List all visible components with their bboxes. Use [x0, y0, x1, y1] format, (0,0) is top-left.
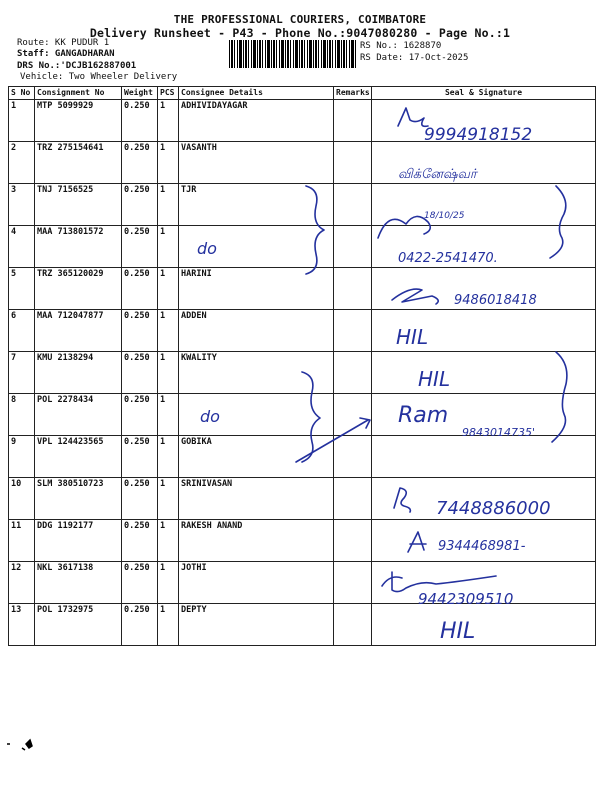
cell-signature [372, 142, 596, 184]
cell-consignment: MAA 713801572 [35, 226, 122, 268]
table-row [9, 268, 596, 310]
cell-consignee: GOBIKA [179, 436, 334, 478]
cell-weight: 0.250 [122, 520, 158, 562]
table-row [9, 352, 596, 394]
cell-pcs: 1 [158, 604, 179, 646]
cell-signature [372, 310, 596, 352]
table-row [9, 184, 596, 226]
cell-pcs: 1 [158, 310, 179, 352]
cell-consignee: ADDEN [179, 310, 334, 352]
cell-signature [372, 226, 596, 268]
cell-sno: 3 [9, 184, 35, 226]
cell-pcs: 1 [158, 142, 179, 184]
cell-consignment: DDG 1192177 [35, 520, 122, 562]
cell-sno: 8 [9, 394, 35, 436]
cell-consignment: TRZ 365120029 [35, 268, 122, 310]
col-consignment: Consignment No [35, 87, 122, 100]
cell-consignee: ADHIVIDAYAGAR [179, 100, 334, 142]
cell-consignment: KMU 2138294 [35, 352, 122, 394]
cell-weight: 0.250 [122, 184, 158, 226]
initials-row13: HIL [440, 619, 476, 644]
table-row [9, 604, 596, 646]
cell-pcs: 1 [158, 394, 179, 436]
cell-remarks [334, 604, 372, 646]
cell-weight: 0.250 [122, 310, 158, 352]
stray-mark [7, 740, 32, 750]
cell-signature [372, 268, 596, 310]
cell-signature [372, 184, 596, 226]
phone-row5: 9486018418 [454, 293, 537, 308]
table-row [9, 394, 596, 436]
table-row [9, 520, 596, 562]
cell-weight: 0.250 [122, 226, 158, 268]
col-sno: S No [9, 87, 35, 100]
runsheet-subtitle: Delivery Runsheet - P43 - Phone No.:9047080280 - Page No.:1 [89, 26, 511, 40]
cell-remarks [334, 520, 372, 562]
phone-row12: 9442309510 [418, 590, 514, 608]
cell-sno: 9 [9, 436, 35, 478]
cell-consignment: NKL 3617138 [35, 562, 122, 604]
cell-signature [372, 100, 596, 142]
page-title: THE PROFESSIONAL COURIERS, COIMBATORE [173, 13, 427, 26]
cell-pcs: 1 [158, 436, 179, 478]
cell-remarks [334, 478, 372, 520]
name-row8: Ram [398, 403, 449, 428]
cell-pcs: 1 [158, 268, 179, 310]
cell-consignment: VPL 124423565 [35, 436, 122, 478]
ditto-row8: do [200, 407, 220, 426]
col-weight: Weight [122, 87, 158, 100]
cell-weight: 0.250 [122, 562, 158, 604]
col-remarks: Remarks [334, 87, 372, 100]
cell-sno: 11 [9, 520, 35, 562]
cell-weight: 0.250 [122, 604, 158, 646]
phone-row11: 9344468981- [438, 539, 526, 554]
initials-row6: HIL [396, 325, 429, 349]
tamil-name-row2: விக்னேஷ்வர் [398, 167, 477, 182]
cell-consignment: POL 1732975 [35, 604, 122, 646]
cell-consignee: HARINI [179, 268, 334, 310]
barcode [229, 40, 356, 68]
cell-remarks [334, 562, 372, 604]
cell-consignee: KWALITY [179, 352, 334, 394]
initials-row7: HIL [418, 367, 451, 391]
cell-consignee: DEPTY [179, 604, 334, 646]
cell-weight: 0.250 [122, 478, 158, 520]
staff-label: Staff: GANGADHARAN [17, 49, 115, 59]
cell-remarks [334, 352, 372, 394]
cell-pcs: 1 [158, 478, 179, 520]
phone-row1: 9994918152 [424, 125, 533, 145]
cell-consignee [179, 226, 334, 268]
table-row [9, 436, 596, 478]
cell-pcs: 1 [158, 562, 179, 604]
col-signature: Seal & Signature [372, 87, 596, 100]
runsheet-table [8, 86, 596, 646]
cell-pcs: 1 [158, 352, 179, 394]
cell-consignment: SLM 380510723 [35, 478, 122, 520]
cell-signature [372, 352, 596, 394]
date-row3: 18/10/25 [424, 211, 465, 221]
cell-pcs: 1 [158, 520, 179, 562]
cell-remarks [334, 268, 372, 310]
table-row [9, 226, 596, 268]
cell-consignment: POL 2278434 [35, 394, 122, 436]
ditto-row4: do [197, 239, 217, 258]
cell-signature [372, 478, 596, 520]
cell-sno: 4 [9, 226, 35, 268]
cell-remarks [334, 100, 372, 142]
cell-pcs: 1 [158, 100, 179, 142]
cell-sno: 6 [9, 310, 35, 352]
drs-number: DRS No.:'DCJB162887001 [17, 61, 137, 71]
cell-weight: 0.250 [122, 142, 158, 184]
cell-sno: 2 [9, 142, 35, 184]
cell-consignee: RAKESH ANAND [179, 520, 334, 562]
route-label: Route: KK PUDUR 1 [17, 38, 110, 48]
phone-row4: 0422-2541470. [398, 251, 498, 266]
phone-row9: 9843014735' [462, 426, 536, 439]
cell-consignment: TRZ 275154641 [35, 142, 122, 184]
cell-signature [372, 436, 596, 478]
cell-remarks [334, 142, 372, 184]
cell-remarks [334, 310, 372, 352]
table-row [9, 100, 596, 142]
cell-weight: 0.250 [122, 394, 158, 436]
cell-sno: 7 [9, 352, 35, 394]
table-row [9, 562, 596, 604]
vehicle-label: Vehicle: Two Wheeler Delivery [20, 72, 178, 82]
cell-weight: 0.250 [122, 352, 158, 394]
rs-date: RS Date: 17-Oct-2025 [360, 53, 469, 63]
cell-pcs: 1 [158, 184, 179, 226]
cell-consignment: MTP 5099929 [35, 100, 122, 142]
cell-sno: 13 [9, 604, 35, 646]
cell-signature [372, 562, 596, 604]
cell-pcs: 1 [158, 226, 179, 268]
table-header-row [9, 87, 596, 100]
cell-signature [372, 394, 596, 436]
cell-consignee: SRINIVASAN [179, 478, 334, 520]
cell-consignee: TJR [179, 184, 334, 226]
cell-sno: 12 [9, 562, 35, 604]
cell-remarks [334, 184, 372, 226]
cell-consignee: VASANTH [179, 142, 334, 184]
col-pcs: PCS [158, 87, 179, 100]
col-consignee: Consignee Details [179, 87, 334, 100]
cell-sno: 5 [9, 268, 35, 310]
cell-consignee [179, 394, 334, 436]
cell-weight: 0.250 [122, 268, 158, 310]
cell-sno: 10 [9, 478, 35, 520]
cell-signature [372, 604, 596, 646]
cell-signature [372, 520, 596, 562]
rs-number: RS No.: 1628870 [360, 41, 442, 51]
cell-sno: 1 [9, 100, 35, 142]
cell-weight: 0.250 [122, 100, 158, 142]
phone-row10: 7448886000 [436, 498, 551, 519]
cell-remarks [334, 436, 372, 478]
cell-consignment: MAA 712047877 [35, 310, 122, 352]
table-row [9, 142, 596, 184]
cell-consignee: JOTHI [179, 562, 334, 604]
table-row [9, 310, 596, 352]
cell-consignment: TNJ 7156525 [35, 184, 122, 226]
cell-remarks [334, 226, 372, 268]
table-row [9, 478, 596, 520]
cell-remarks [334, 394, 372, 436]
cell-weight: 0.250 [122, 436, 158, 478]
